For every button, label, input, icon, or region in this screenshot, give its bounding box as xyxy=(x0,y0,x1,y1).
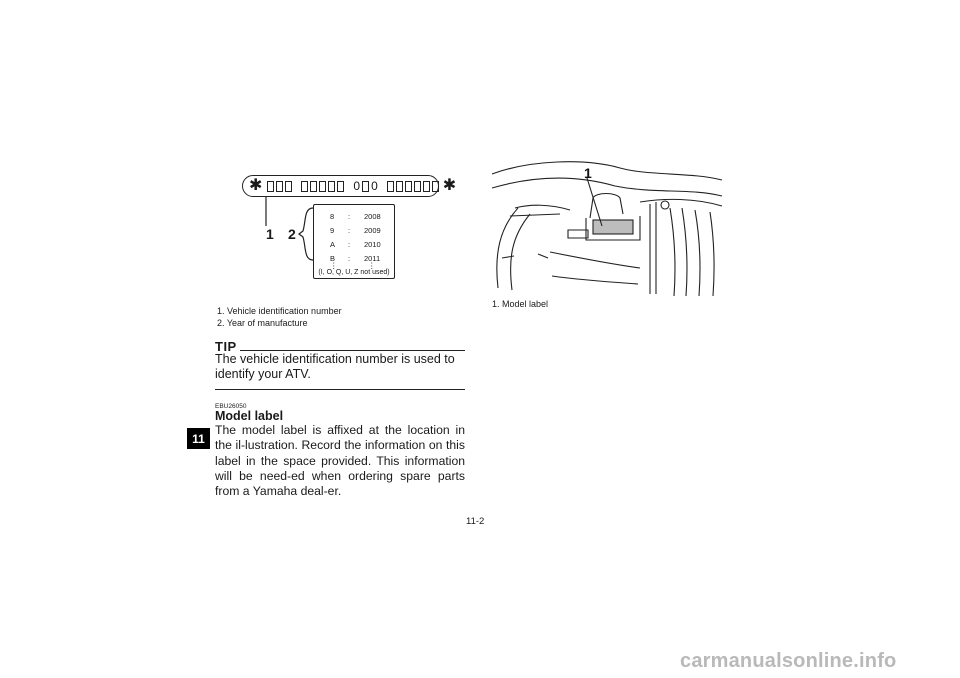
callout-2: 2 xyxy=(288,226,296,242)
vin-zero: 0 xyxy=(353,179,361,193)
page-number: 11-2 xyxy=(466,516,485,527)
tip-bottom-rule xyxy=(215,389,465,390)
watermark: carmanualsonline.info xyxy=(680,650,897,672)
vin-diagram xyxy=(242,168,482,288)
tip-top-rule xyxy=(240,350,465,351)
section-code: EBU26050 xyxy=(215,403,247,410)
year-row: A : 2010 xyxy=(330,240,381,249)
year-row: 8 : 2008 xyxy=(330,212,381,221)
tip-text: The vehicle identification number is used to identify your ATV. xyxy=(215,352,455,381)
chapter-tab: 11 xyxy=(187,428,210,449)
section-title: Model label xyxy=(215,409,284,423)
callout-1: 1 xyxy=(584,165,592,181)
unused-letters-note: (I, O, Q, U, Z not used) xyxy=(318,269,390,276)
continuation-row: ⋮ ⋮ xyxy=(330,261,376,270)
asterisk-icon: ✱ xyxy=(442,177,457,194)
caption-year: 2. Year of manufacture xyxy=(217,318,308,328)
model-label-location-illustration xyxy=(490,158,725,298)
vin-zero: 0 xyxy=(371,179,378,193)
caption-model-label: 1. Model label xyxy=(492,299,549,309)
tip-title: TIP xyxy=(215,339,237,354)
section-body: The model label is affixed at the location in the il-lustration. Record the information on this label in the space provided. This information will be need-ed when ordering spare parts from a Yamaha deal-er. xyxy=(215,423,465,499)
callout-1: 1 xyxy=(266,226,274,242)
year-row: B : 2011 xyxy=(330,254,381,263)
asterisk-icon: ✱ xyxy=(249,177,263,194)
year-code-table xyxy=(313,204,395,279)
year-row: 9 : 2009 xyxy=(330,226,381,235)
caption-vin: 1. Vehicle identification number xyxy=(217,306,342,316)
